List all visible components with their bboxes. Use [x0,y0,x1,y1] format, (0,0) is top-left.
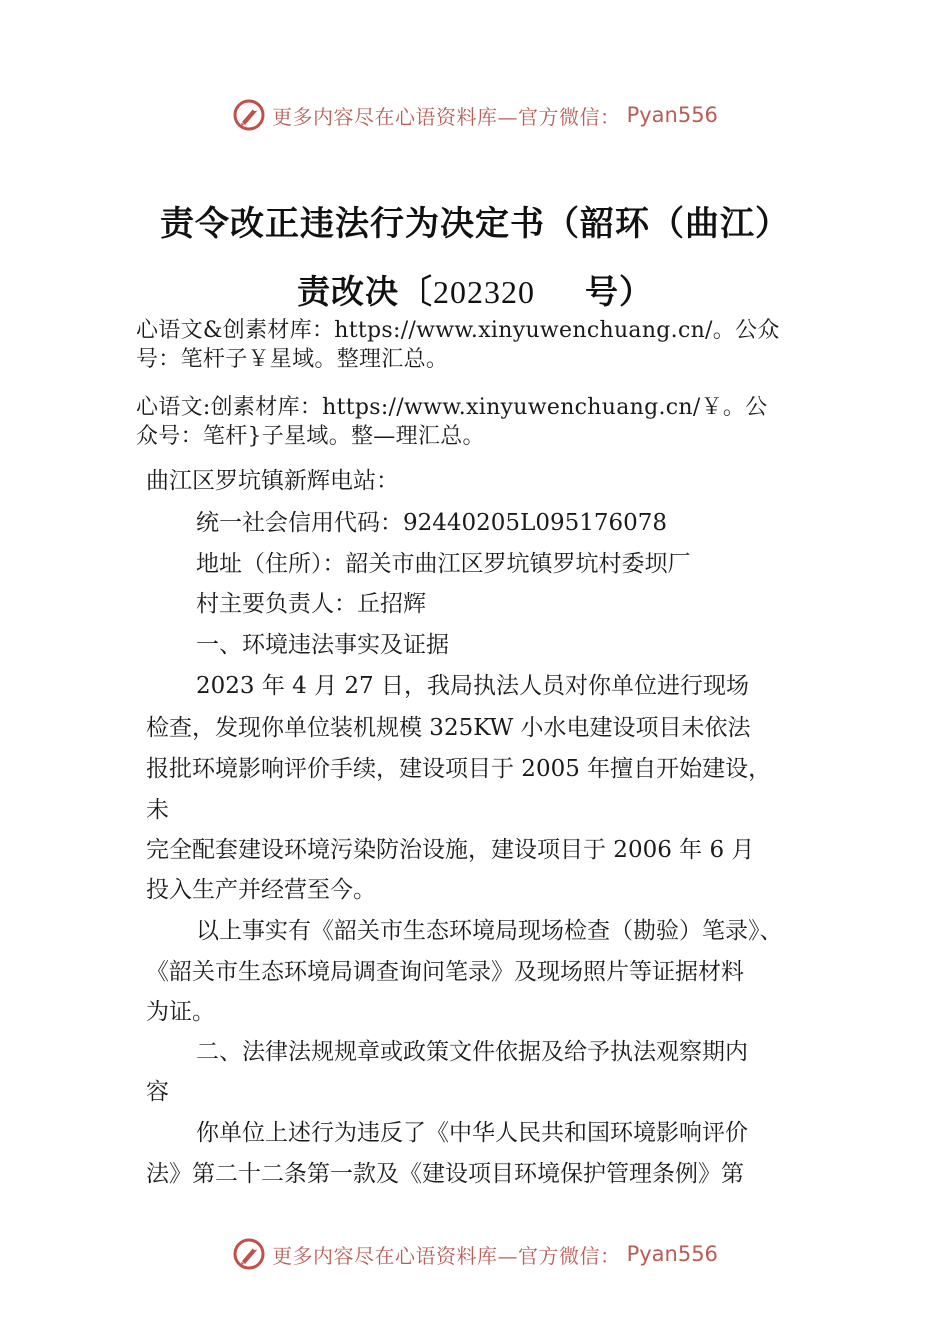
banner-text: 更多内容尽在心语资料库—官方微信： [272,1243,621,1268]
document-number-prefix: 责改决〔 [297,272,434,311]
banner-text: 更多内容尽在心语资料库—官方微信： [272,104,621,129]
paragraph-line: 为证。 [146,999,215,1025]
section-heading: 一、环境违法事实及证据 [196,632,449,658]
paragraph-line: 法》第二十二条第一款及《建设项目环境保护管理条例》第 [146,1161,744,1187]
recipient: 曲江区罗坑镇新辉电站： [146,468,399,494]
section-heading: 容 [146,1079,169,1105]
pen-logo-icon [232,1237,266,1271]
document-title: 责令改正违法行为决定书（韶环（曲江） [160,204,790,244]
paragraph-line: 检查，发现你单位装机规模 325KW 小水电建设项目未依法 [146,715,751,741]
pen-logo-icon [232,98,266,132]
document-number-suffix: 号） [584,272,653,311]
paragraph-line: 报批环境影响评价手续，建设项目于 2005 年擅自开始建设， [146,756,772,782]
paragraph-line: 投入生产并经营至今。 [146,877,376,903]
document-number [0,266,950,313]
notice-line: 心语文:创素材库：https://www.xinyuwenchuang.cn/￥。公 [136,395,768,420]
document-number-value: 202320 [433,274,536,310]
responsible-person: 村主要负责人：丘招辉 [196,591,426,617]
notice-line: 众号：笔杆}子星域。整—理汇总。 [136,424,485,449]
footer-banner [0,1232,950,1276]
paragraph-line: 《韶关市生态环境局调查询问笔录》及现场照片等证据材料 [146,959,744,985]
paragraph-line: 2023 年 4 月 27 日，我局执法人员对你单位进行现场 [196,673,749,699]
paragraph-line: 未 [146,797,169,823]
paragraph-line: 你单位上述行为违反了《中华人民共和国环境影响评价 [196,1120,748,1146]
header-banner [0,93,950,137]
paragraph-line: 以上事实有《韶关市生态环境局现场检查（勘验）笔录》、 [196,918,783,944]
section-heading: 二、法律法规规章或政策文件依据及给予执法观察期内 [196,1039,748,1065]
banner-wechat-id: Pyan556 [626,1242,718,1266]
address-line: 地址（住所）：韶关市曲江区罗坑镇罗坑村委坝厂 [196,551,691,577]
notice-line: 心语文&创素材库：https://www.xinyuwenchuang.cn/。公众 [136,318,780,343]
paragraph-line: 完全配套建设环境污染防治设施，建设项目于 2006 年 6 月 [146,837,755,863]
banner-wechat-id: Pyan556 [626,103,718,127]
notice-line: 号：笔杆子￥星域。整理汇总。 [136,347,449,372]
credit-code: 统一社会信用代码：92440205L095176078 [196,510,668,536]
